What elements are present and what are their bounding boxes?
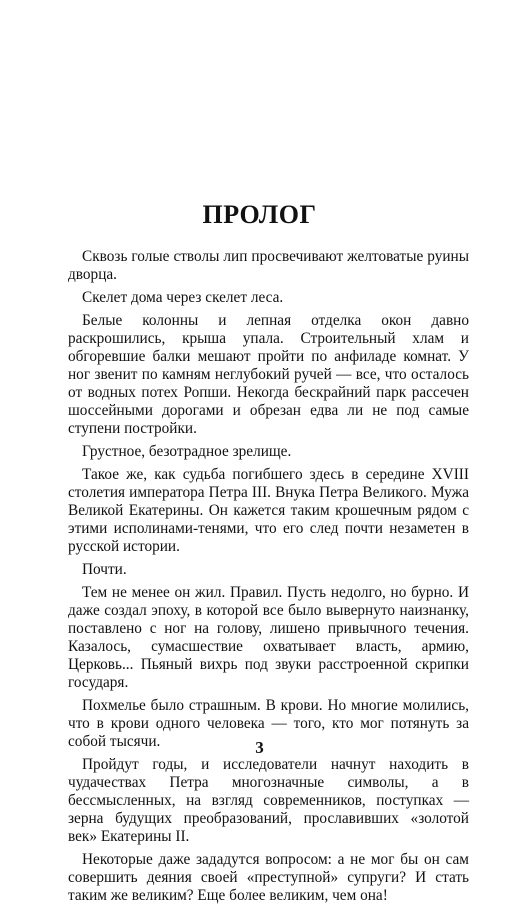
chapter-text [68,248,469,910]
paragraph: Грустное, безотрадное зрелище. [82,443,292,460]
paragraph: Похмелье было страшным. В крови. Но многие молились, что в крови одного человека — того, кто мог потянуть за собой тысячи. [68,697,469,750]
paragraph: Некоторые даже зададутся вопросом: а не мог бы он сам совершить деяния своей «преступной» супруги? И стать таким же великим? Еще более великим, чем она! [68,851,469,904]
paragraph: Тем не менее он жил. Правил. Пусть недолго, но бурно. И даже создал эпоху, в которой все было вывернуто наизнанку, поставлено с ног на голову, лишено привычного течения. Казалось, сумасшествие охватывает власть, армию, Церковь... Пьяный вихрь под звуки расстроенной скрипки государя. [68,584,469,691]
paragraph: Такое же, как судьба погибшего здесь в середине XVIII столетия императора Петра III. Внука Петра Великого. Мужа Великой Екатерины. Он кажется таким крошечным рядом с этими исполинами-тенями, что его след почти незаметен в русской истории. [68,466,469,555]
chapter-title: ПРОЛОГ [202,200,317,229]
paragraph: Почти. [82,561,127,578]
paragraph: Скелет дома через скелет леса. [82,289,284,306]
page-number: 3 [255,738,264,757]
paragraph: Сквозь голые стволы лип просвечивают желтоватые руины дворца. [68,248,469,283]
paragraph: Белые колонны и лепная отделка окон давно раскрошились, крыша упала. Строительный хлам и обгоревшие балки мешают пройти по анфиладе комнат. У ног звенит по камням неглубокий ручей — все, что осталось от водных потех Ропши. Некогда бескрайний парк рассечен шоссейными дорогами и обрезан едва ли не под самые ступени постройки. [68,312,469,437]
paragraph: Пройдут годы, и исследователи начнут находить в чудачествах Петра многозначные символы, а в бессмысленных, на взгляд современников, поступках — зерна будущих преобразований, прославивших «золотой век» Екатерины II. [68,756,469,845]
